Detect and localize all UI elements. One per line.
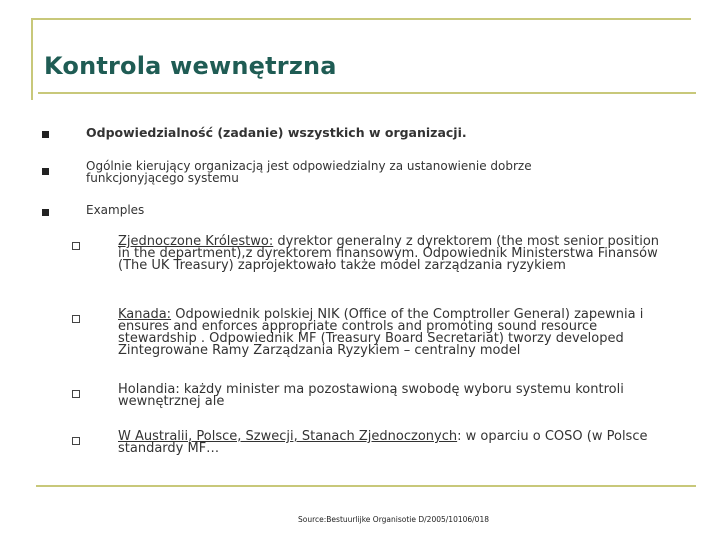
example-australia-countries: W Australii, Polsce, Szwecji, Stanach Zjednoczonych	[118, 429, 458, 444]
frame-left-accent	[31, 18, 33, 100]
source-note: Source:Bestuurlijke Organisotie D/2005/10106/018	[298, 515, 489, 524]
bullet-marker	[42, 168, 49, 175]
sub-bullet-marker	[72, 315, 80, 323]
sub-bullet-marker	[72, 390, 80, 398]
title-underline	[38, 92, 696, 94]
example-uk-text: dyrektor generalny z dyrektorem (the most senior position in the department),z dyrektorem finansowym. Odpowiednik Ministerstwa Finansów (The UK Treasury) zaprojektowało także model zarządzania ryzykiem	[118, 234, 660, 273]
bullet-head-of-organization: Ogólnie kierujący organizacją jest odpowiedzialny za ustanowienie dobrze funkcjonyjącego systemu	[86, 159, 532, 185]
slide-title: Kontrola wewnętrzna	[44, 52, 337, 80]
sub-bullet-marker	[72, 242, 80, 250]
bullet-examples: Examples	[86, 203, 145, 217]
frame-top-accent	[31, 18, 691, 20]
example-canada	[118, 309, 673, 357]
bullet-marker	[42, 131, 49, 138]
example-australia-text: : w oparciu o COSO (w Polsce standardy MF…	[118, 429, 648, 456]
footer-divider	[36, 485, 696, 487]
bullet-marker	[42, 209, 49, 216]
example-netherlands: Holandia: każdy minister ma pozostawioną swobodę wyboru systemu kontroli wewnętrznej ale	[118, 382, 624, 409]
example-canada-text: Odpowiednik polskiej NIK (Office of the Comptroller General) zapewnia i ensures and enforces appropriate controls and promoting sound resource stewardship . Odpowiednik MF (Treasury Board Secretariat) tworzy developed Zintegrowane Ramy Zarządzania Ryzykiem – centralny model	[118, 307, 644, 358]
example-uk	[118, 236, 673, 272]
example-australia	[118, 431, 673, 455]
sub-bullet-marker	[72, 437, 80, 445]
bullet-responsibility: Odpowiedzialność (zadanie) wszystkich w organizacji.	[86, 125, 467, 140]
example-uk-country: Zjednoczone Królestwo:	[118, 234, 274, 249]
example-canada-country: Kanada:	[118, 307, 172, 322]
